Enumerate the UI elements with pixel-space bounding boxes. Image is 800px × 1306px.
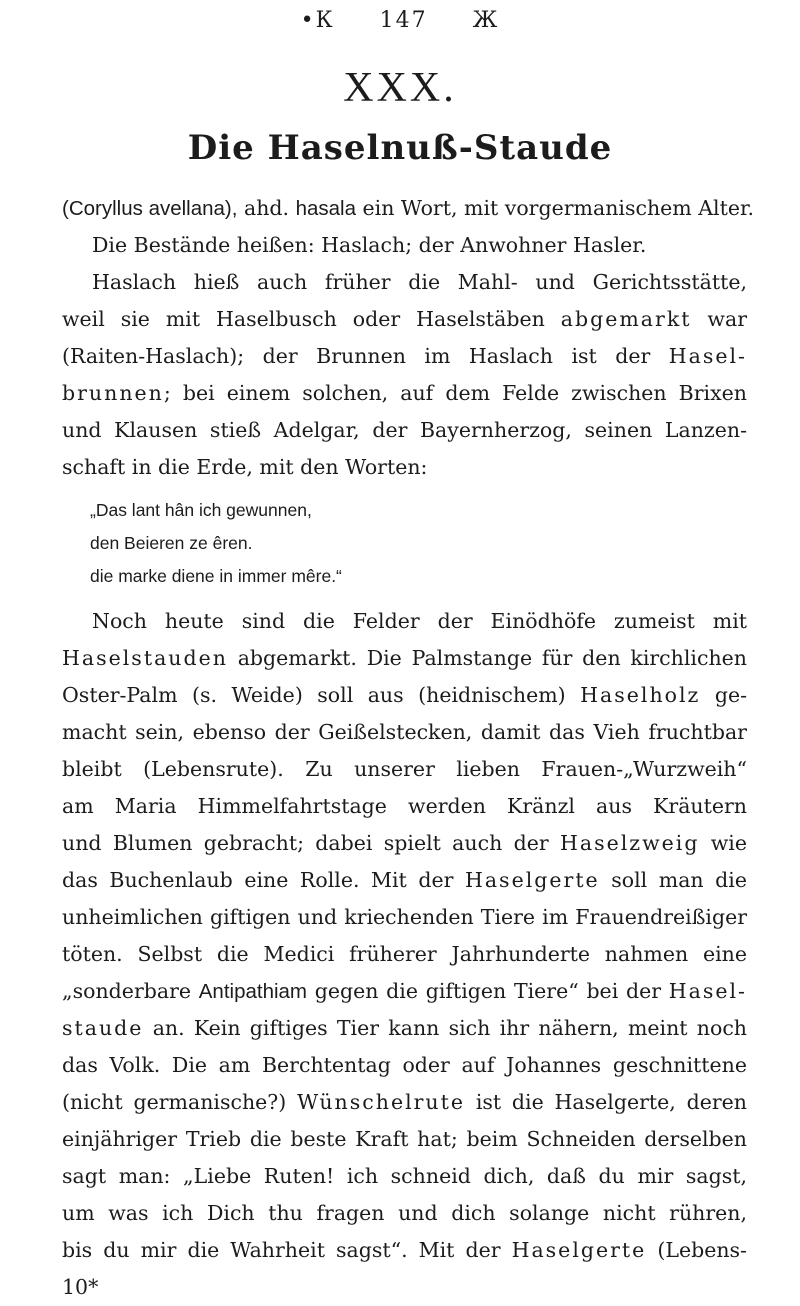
text-run: ahd. [237, 196, 296, 220]
paragraph-block-1 [62, 190, 755, 486]
text-run: unheimlichen giftigen und kriechenden Tiere im Frauendreißiger [62, 905, 747, 929]
text-line [62, 412, 747, 449]
text-run: wie [699, 831, 747, 855]
text-run: schaft in die Erde, mit den Worten: [62, 455, 428, 479]
text-line [62, 1158, 747, 1195]
verse-line: „Das lant hân ich gewunnen, [90, 500, 312, 520]
verse-quote [62, 494, 747, 593]
text-run: soll man die [599, 868, 747, 892]
text-run: Oster-Palm (s. Weide) soll aus (heidnischem) [62, 683, 581, 707]
text-run: das Volk. Die am Berchtentag oder auf Johannes geschnittene [62, 1053, 747, 1077]
text-run: „sonderbare [62, 979, 199, 1003]
body-text [62, 190, 755, 1306]
text-run: war [691, 307, 747, 331]
text-run: sagt man: „Liebe Ruten! ich schneid dich, daß du mir sagst, [62, 1164, 747, 1188]
text-run: bis du mir die Wahrheit sagst“. Mit der [62, 1238, 512, 1262]
text-run: Hasel- [668, 344, 747, 368]
text-line [62, 375, 747, 412]
text-line [62, 1232, 747, 1269]
text-line [62, 825, 747, 862]
text-line [62, 1084, 747, 1121]
text-line [62, 190, 755, 227]
text-run: Wünschelrute [297, 1090, 466, 1114]
text-line [62, 1121, 747, 1158]
text-run: bleibt (Lebensrute). Zu unserer lieben Frauen-„Wurzweih“ [62, 757, 747, 781]
text-line [62, 338, 747, 375]
text-run: um was ich Dich thu fragen und dich solange nicht rühren, [62, 1201, 747, 1225]
text-run: hasala [295, 197, 356, 220]
text-run: abgemarkt. Die Palmstange für den kirchlichen [227, 646, 747, 670]
text-run: gegen die giftigen Tiere“ bei der [307, 979, 669, 1003]
text-run: staude [62, 1016, 144, 1040]
verse-line: den Beieren ze êren. [90, 533, 253, 553]
signature-mark: 10* [62, 1275, 99, 1299]
text-run: abgemarkt [560, 307, 692, 331]
text-line [62, 1047, 747, 1084]
text-line [62, 227, 747, 264]
text-run: Noch heute sind die Felder der Einödhöfe zumeist mit [92, 609, 747, 633]
text-run: (Lebens- [646, 1238, 747, 1262]
text-line [62, 973, 747, 1010]
text-run: am Maria Himmelfahrtstage werden Kränzl aus Kräutern [62, 794, 747, 818]
text-run: und Klausen stieß Adelgar, der Bayernherzog, seinen Lanzen- [62, 418, 747, 442]
text-run: Haslach hieß auch früher die Mahl- und Gerichtsstätte, [92, 270, 747, 294]
text-run: und Blumen gebracht; dabei spielt auch der [62, 831, 560, 855]
text-run: Haselgerte [464, 868, 600, 892]
text-run: Haselstauden [62, 646, 228, 670]
text-run: Hasel- [668, 979, 747, 1003]
text-run: ge- [700, 683, 748, 707]
text-run: an. Kein giftiges Tier kann sich ihr nähern, meint noch [143, 1016, 747, 1040]
paragraph-block-2 [62, 603, 747, 1269]
header-ornament-left: •К [300, 8, 335, 33]
text-run: das Buchenlaub eine Rolle. Mit der [62, 868, 465, 892]
text-run: (nicht germanische?) [62, 1090, 298, 1114]
text-run: einjähriger Trieb die beste Kraft hat; beim Schneiden derselben [62, 1127, 747, 1151]
text-run: Haselholz [580, 683, 701, 707]
text-run: Haselgerte [511, 1238, 647, 1262]
text-line [62, 603, 747, 640]
text-line [62, 862, 747, 899]
text-line [62, 1195, 747, 1232]
text-line [62, 301, 747, 338]
text-run: töten. Selbst die Medici früherer Jahrhunderte nahmen eine [62, 942, 747, 966]
verse-line: die marke diene in immer mêre.“ [90, 566, 342, 586]
text-run: ein Wort, mit vorgermanischem Alter. [355, 196, 755, 220]
text-run: ; bei einem solchen, auf dem Felde zwischen Brixen [163, 381, 747, 405]
text-line [62, 677, 747, 714]
text-line [62, 449, 747, 486]
text-line [62, 751, 747, 788]
text-run: weil sie mit Haselbusch oder Haselstäben [62, 307, 561, 331]
header-ornament-right: Ж [472, 8, 500, 33]
chapter-title: Die Haselnuß-Staude [187, 128, 613, 168]
page-number: 147 [379, 8, 428, 33]
text-run: macht sein, ebenso der Geißelstecken, damit das Vieh fruchtbar [62, 720, 747, 744]
running-header [0, 8, 800, 33]
text-line [62, 788, 747, 825]
text-run: Haselzweig [559, 831, 700, 855]
chapter-number: XXX. [343, 65, 457, 111]
text-line [62, 264, 747, 301]
text-line [62, 1010, 747, 1047]
text-line [62, 714, 747, 751]
text-line [62, 640, 747, 677]
text-line [62, 936, 747, 973]
text-run: ist die Haselgerte, deren [465, 1090, 747, 1114]
text-run: Die Bestände heißen: Haslach; der Anwohner Hasler. [92, 233, 647, 257]
text-run: Antipathiam [198, 980, 308, 1003]
text-run: (Coryllus avellana), [62, 197, 238, 220]
text-run: (Raiten-Haslach); der Brunnen im Haslach ist der [62, 344, 669, 368]
text-line [62, 899, 747, 936]
text-run: brunnen [62, 381, 164, 405]
